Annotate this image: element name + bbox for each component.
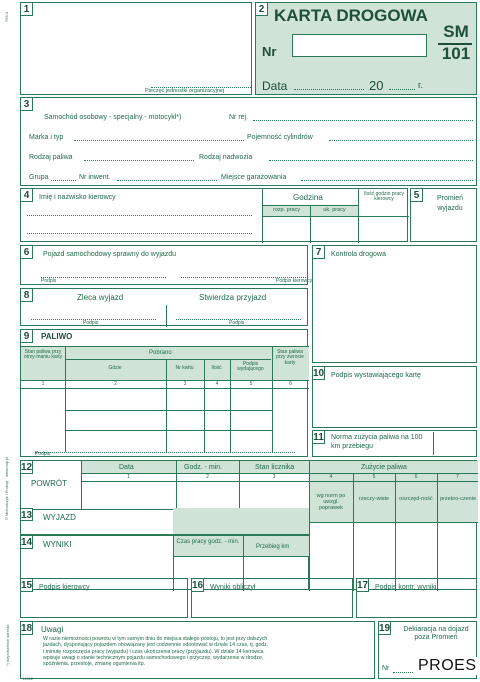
- end-work-label: uk. pracy: [311, 206, 358, 216]
- box-10-issuer-sign[interactable]: [312, 366, 477, 428]
- box-3-vehicle: [20, 97, 477, 186]
- divider: [65, 410, 272, 411]
- box-number: 1: [21, 3, 33, 16]
- notes-line: jazdach, dysponujący pojazdem obowiązany jest codziennie odnotować w dziale 14 czas, tj. godz.: [43, 642, 269, 649]
- capacity-field[interactable]: [329, 140, 473, 141]
- notes-title: Uwagi: [41, 625, 64, 634]
- car-type-label: Samochód osobowy - specjalny - motocykl*): [44, 114, 182, 121]
- departure-shade: [173, 508, 309, 534]
- box-number: 16: [192, 580, 204, 591]
- divider: [272, 347, 273, 452]
- sign-line-1[interactable]: [41, 277, 166, 278]
- box-7-road-control[interactable]: [312, 245, 477, 363]
- fuel-title: PALIWO: [41, 332, 73, 341]
- side-code-bottom: 14082: [22, 676, 34, 681]
- box-number: 12: [21, 462, 33, 473]
- divider: [176, 461, 177, 509]
- year-suffix: r.: [418, 80, 424, 90]
- col-number: 1: [41, 381, 45, 387]
- col-number: 6: [414, 474, 418, 480]
- box-number: 5: [411, 189, 423, 202]
- hours-label: Godzina: [293, 193, 323, 202]
- form-code-bottom: 101: [441, 44, 471, 63]
- box-16-calculated-by[interactable]: [191, 578, 353, 618]
- form-code: [436, 23, 476, 65]
- stamp-label: Pieczęć jednostki organizacyjnej: [145, 88, 225, 94]
- group-label: Grupa: [29, 174, 49, 181]
- col-receipt-no: Nr kwitu: [175, 365, 194, 371]
- col-number: 1: [127, 474, 130, 480]
- fuel-sign-label: Podpis: [35, 451, 51, 457]
- divider: [65, 359, 271, 360]
- start-work-label: rozp. pracy: [263, 206, 310, 216]
- col-time: Godz. - min.: [184, 464, 223, 471]
- fuel-norm-field[interactable]: [433, 432, 476, 455]
- box-number: 17: [357, 580, 369, 591]
- sign-label: Podpis: [41, 278, 57, 284]
- box-number: 4: [21, 189, 33, 202]
- make-field[interactable]: [74, 140, 244, 141]
- fuel-norm-label: Norma zużycia paliwa na 100 km przebiegu: [331, 434, 423, 450]
- controller-sign-label: Podpis kontr. wyniki: [375, 584, 437, 591]
- body-type-field[interactable]: [269, 160, 473, 161]
- col-number: 2: [114, 381, 117, 387]
- box-8-order: [20, 288, 308, 326]
- divider: [81, 481, 478, 482]
- divider: [310, 205, 311, 243]
- driver-name-field-1[interactable]: [27, 215, 252, 216]
- arrival-sign-label: Podpis: [229, 320, 245, 326]
- box-5-radius: [410, 188, 477, 242]
- divider: [230, 359, 231, 452]
- make-label: Marka i typ: [29, 134, 64, 141]
- box-number: 14: [21, 537, 33, 548]
- col-number: 5: [372, 474, 376, 480]
- box-9-fuel: [20, 329, 308, 457]
- order-sign-label: Podpis: [83, 320, 99, 326]
- divider: [166, 359, 167, 452]
- box-18-notes: [5, 621, 375, 679]
- driver-sign-label: Podpis kierowcy: [39, 584, 90, 591]
- driver-name-field-2[interactable]: [27, 233, 252, 234]
- notes-body: [43, 636, 371, 667]
- nr-field[interactable]: [292, 34, 427, 57]
- box-number: 19: [379, 623, 391, 634]
- col-number: 5: [249, 381, 253, 387]
- divider: [353, 473, 354, 591]
- col-start-fuel: Stan paliwa przy otrzy-maniu karty: [23, 349, 63, 361]
- work-time-label: Czas pracy godz. - min.: [176, 539, 240, 545]
- radius-label: Promień wyjazdu: [436, 195, 464, 212]
- garage-label: Miejsce garażowania: [221, 174, 287, 181]
- col-number: 4: [215, 381, 219, 387]
- form-title: KARTA DROGOWA: [274, 6, 428, 25]
- col-end-fuel: Stan paliwa przy zwrocie karty: [276, 349, 304, 366]
- issued-label: Pobrano: [149, 350, 172, 356]
- group-field[interactable]: [51, 180, 76, 181]
- usage-actual: rzeczy-wiste: [358, 496, 390, 502]
- vehicle-ok-label: Pojazd samochodowy sprawny do wyjazdu: [43, 251, 177, 258]
- declaration-nr-field[interactable]: [393, 672, 413, 673]
- order-label: Zleca wyjazd: [77, 293, 124, 302]
- box-6-vehicle-ok: [20, 245, 313, 285]
- divider: [81, 461, 82, 509]
- inventory-field[interactable]: [117, 180, 217, 181]
- mileage-label: Przebieg km: [256, 544, 290, 550]
- box-number: 10: [313, 368, 325, 379]
- divider: [65, 430, 272, 431]
- date-label: Data: [262, 79, 288, 93]
- divider: [309, 461, 310, 591]
- box-17-controller-sign[interactable]: [356, 578, 477, 618]
- col-date: Data: [119, 464, 134, 471]
- arrival-label: Stwierdza przyjazd: [199, 293, 267, 302]
- fuel-sign-line[interactable]: [35, 452, 295, 453]
- col-where: Gdzie: [108, 365, 122, 371]
- divider: [437, 473, 438, 591]
- footnote: *) niepotrzebne skreślić: [5, 624, 10, 666]
- divider: [309, 522, 478, 523]
- box-number: 6: [21, 246, 33, 259]
- col-number: 4: [329, 474, 333, 480]
- divider: [65, 347, 66, 452]
- box-number: 7: [313, 246, 325, 259]
- form-code-divider: [438, 43, 472, 45]
- box-number: 2: [256, 3, 268, 16]
- departure-label: WYJAZD: [43, 513, 76, 522]
- box-number: 13: [21, 510, 33, 521]
- notes-line: spóźnienia, przestoje, zmianę ogumienia itp.: [43, 661, 146, 668]
- box-2-header: [255, 2, 477, 95]
- box-13-departure: [20, 508, 309, 535]
- col-number: 7: [456, 474, 459, 480]
- usage-excess: przekro-czenie: [439, 496, 477, 502]
- brand-logo: PROES: [418, 657, 477, 674]
- box-number: 11: [313, 432, 324, 443]
- usage-saving: oszczęd-ność: [399, 496, 433, 502]
- work-hours-count-label: Ilość godzin pracy kierowcy: [363, 191, 405, 203]
- divider: [81, 473, 478, 474]
- box-4-driver: [20, 188, 408, 242]
- col-meter: Stan licznika: [255, 464, 295, 471]
- side-code-left: © Michalczyk i Prokop · www.mip.pl: [4, 456, 9, 520]
- col-issuer-sign: Podpis wydającego: [237, 361, 264, 373]
- fuel-type-field[interactable]: [84, 160, 194, 161]
- box-number: 15: [21, 580, 33, 591]
- notes-line: i minutę rozpoczęcia pracy (wyjazdu) i czas ukończenia pracy (przyjazdu). W dziale 14 kierowca: [43, 648, 264, 655]
- col-number: 2: [206, 474, 209, 480]
- box-number: 18: [21, 623, 33, 634]
- box-number: 9: [21, 330, 33, 343]
- box-number: 3: [21, 98, 33, 111]
- inventory-label: Nr inwent.: [79, 174, 111, 181]
- form-code-top: SM: [443, 22, 469, 41]
- divider: [239, 461, 240, 509]
- notes-line: W razie niemożności powrotu w tym samym dniu do miejsca stałego postoju, to jest przy dalszych: [43, 636, 268, 642]
- col-number: 3: [272, 474, 276, 480]
- nr-label: Nr: [262, 44, 277, 59]
- results-label: WYNIKI: [43, 540, 72, 549]
- box-15-driver-sign[interactable]: [20, 578, 188, 618]
- body-type-label: Rodzaj nadwozia: [199, 154, 253, 161]
- declaration-nr-label: Nr: [382, 665, 390, 672]
- reg-label: Nr rej.: [229, 114, 249, 121]
- usage-by-norm: wg norm po uwzgl. poprawek: [316, 493, 346, 511]
- declaration-label: Dekiaracja na dojazd poza Promień: [403, 626, 469, 642]
- notes-line: wpisuje uwagi o stanie technicznym pojazdu samochodowego i przyczep, wydarzenie w drodze,: [43, 654, 264, 661]
- date-field[interactable]: [294, 89, 364, 90]
- driver-name-label: Imię i nazwisko kierowcy: [39, 194, 116, 201]
- box-1-stamp[interactable]: [20, 2, 252, 95]
- return-label: POWRÓT: [31, 479, 67, 488]
- garage-field[interactable]: [301, 180, 473, 181]
- box-number: 8: [21, 289, 33, 302]
- divider: [395, 473, 396, 591]
- year-field[interactable]: [389, 89, 415, 90]
- col-quantity: Ilość: [211, 365, 222, 371]
- box-11-fuel-norm: [312, 430, 477, 457]
- col-number: 6: [289, 381, 292, 387]
- side-code-top: 795-3: [4, 11, 9, 22]
- col-number: 3: [183, 381, 187, 387]
- driver-sign-label: Podpis kierowcy: [276, 278, 313, 284]
- fuel-type-label: Rodzaj paliwa: [29, 154, 73, 161]
- divider: [358, 189, 359, 243]
- calculated-by-label: Wyniki obliczył: [210, 584, 256, 591]
- divider: [204, 359, 205, 452]
- divider: [173, 556, 309, 557]
- issuer-sign-label: Podpis wystawiającego kartę: [331, 372, 421, 379]
- divider: [166, 305, 167, 327]
- road-control-label: Kontrola drogowa: [331, 251, 386, 258]
- reg-field[interactable]: [253, 120, 473, 121]
- capacity-label: Pojemność cylindrów: [247, 134, 313, 141]
- divider: [262, 216, 409, 217]
- year-label: 20: [369, 78, 384, 93]
- col-usage: Zużycie paliwa: [361, 464, 407, 471]
